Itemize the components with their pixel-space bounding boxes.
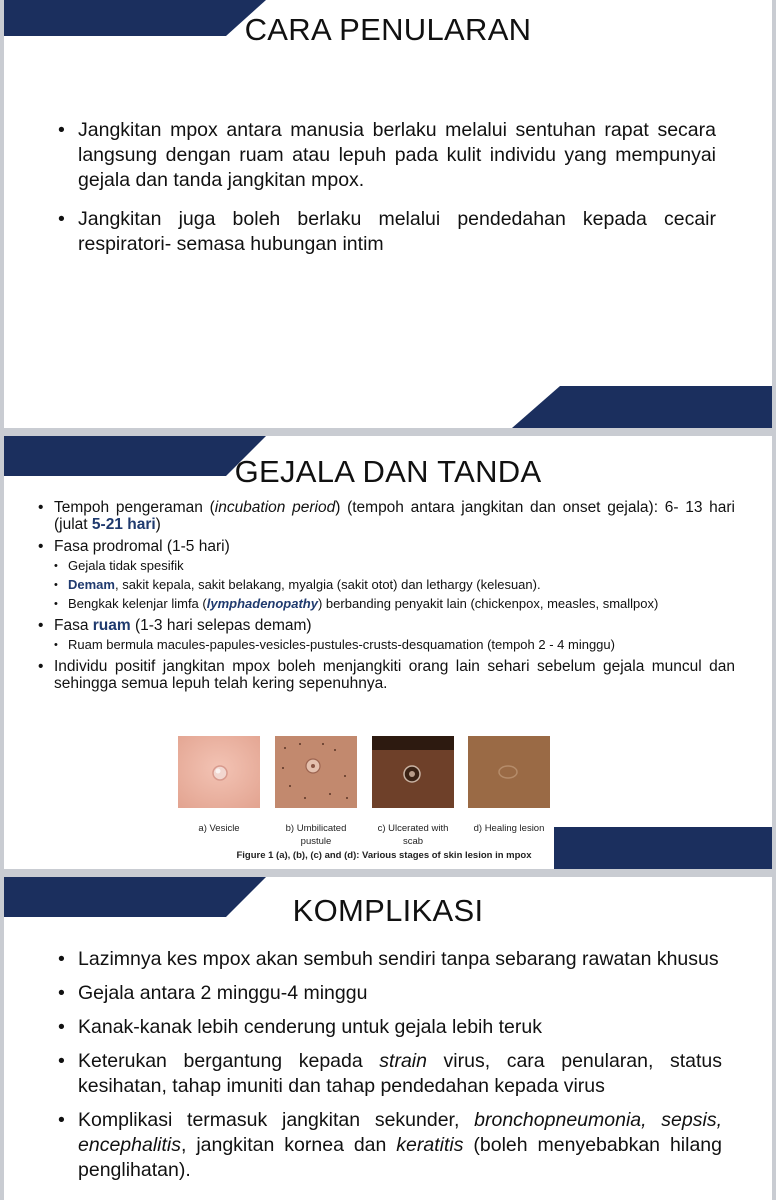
figure-caption: Figure 1 (a), (b), (c) and (d): Various stages of skin lesion in mpox xyxy=(236,850,532,861)
sub-list xyxy=(54,637,735,653)
caption-vesicle: a) Vesicle xyxy=(198,823,240,834)
caption-ulcerated-scab: c) Ulcerated with scab xyxy=(377,823,449,847)
slide-cara-penularan xyxy=(4,0,772,428)
bullet-item: • Komplikasi termasuk jangkitan sekunder, bronchopneumonia, sepsis, encephalitis, jangkitan kornea dan keratitis (boleh menyebabkan hilang penglihatan). xyxy=(58,1108,722,1183)
vesicle-photo xyxy=(178,736,260,808)
bullet-item: • Keterukan bergantung kepada strain virus, cara penularan, status kesihatan, tahap imuniti dan tahap pendedahan kepada virus xyxy=(58,1049,722,1099)
bullet-list xyxy=(58,118,716,257)
bullet-incubation: • Tempoh pengeraman (incubation period) (tempoh antara jangkitan dan onset gejala): 6- 13 hari (julat 5-21 hari) xyxy=(38,499,735,533)
corner-banner-bottom xyxy=(554,827,772,869)
healing-lesion-photo xyxy=(468,736,550,808)
bullet-item: • Gejala antara 2 minggu-4 minggu xyxy=(58,981,722,1006)
slide-title: GEJALA DAN TANDA xyxy=(234,454,542,489)
caption-healing-lesion: d) Healing lesion xyxy=(473,823,545,834)
slide-komplikasi xyxy=(4,877,772,1200)
bullet-list xyxy=(38,499,735,697)
caption-umbilicated-pustule: b) Umbilicated pustule xyxy=(285,823,347,847)
umbilicated-pustule-photo xyxy=(275,736,357,808)
ulcerated-scab-photo xyxy=(372,736,454,808)
bullet-prodromal: • Fasa prodromal (1-5 hari) • Gejala tidak spesifik • Demam, sakit kepala, sakit belakang, myalgia (sakit otot) dan lethargy (kelesuan). • Bengkak kelenjar limfa (lymphadenopathy) berbanding penyakit lain (chickenpox, measles, smallpox) xyxy=(38,538,735,612)
slide-gejala-dan-tanda xyxy=(4,436,772,869)
slide-title: KOMPLIKASI xyxy=(292,893,484,928)
bullet-infectious-period: • Individu positif jangkitan mpox boleh menjangkiti orang lain sehari sebelum gejala muncul dan sehingga semua lepuh telah kering sepenuhnya. xyxy=(38,658,735,692)
bullet-rash-phase: • Fasa ruam (1-3 hari selepas demam) • Ruam bermula macules-papules-vesicles-pustules-crusts-desquamation (tempoh 2 - 4 minggu) xyxy=(38,617,735,653)
sub-item: • Demam, sakit kepala, sakit belakang, myalgia (sakit otot) dan lethargy (kelesuan). xyxy=(54,577,735,593)
slide-title: CARA PENULARAN xyxy=(244,12,532,47)
bullet-item: • Kanak-kanak lebih cenderung untuk gejala lebih teruk xyxy=(58,1015,722,1040)
sub-list xyxy=(54,558,735,612)
bullet-item: • Lazimnya kes mpox akan sembuh sendiri tanpa sebarang rawatan khusus xyxy=(58,947,722,972)
corner-banner-bottom xyxy=(512,386,772,428)
sub-item: • Gejala tidak spesifik xyxy=(54,558,735,574)
sub-item: • Ruam bermula macules-papules-vesicles-pustules-crusts-desquamation (tempoh 2 - 4 minggu) xyxy=(54,637,735,653)
bullet-list xyxy=(58,947,722,1183)
sub-item: • Bengkak kelenjar limfa (lymphadenopathy) berbanding penyakit lain (chickenpox, measles, smallpox) xyxy=(54,596,735,612)
bullet-item: • Jangkitan juga boleh berlaku melalui pendedahan kepada cecair respiratori- semasa hubungan intim xyxy=(58,207,716,257)
bullet-item: • Jangkitan mpox antara manusia berlaku melalui sentuhan rapat secara langsung dengan ruam atau lepuh pada kulit individu yang mempunyai gejala dan tanda jangkitan mpox. xyxy=(58,118,716,193)
